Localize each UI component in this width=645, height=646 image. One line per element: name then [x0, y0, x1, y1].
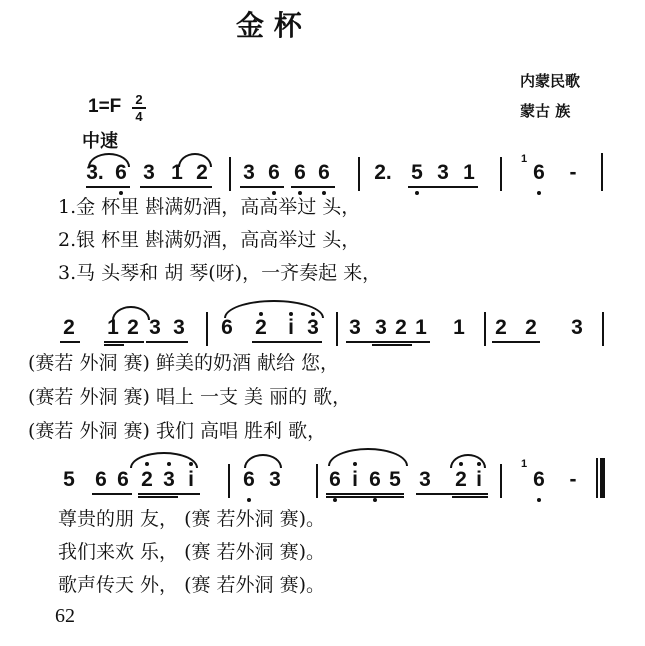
time-signature-top: 2 — [135, 92, 143, 107]
note: 1 — [453, 316, 465, 339]
lyric-line: 2.银 杯里 斟满奶酒，高高举过 头， — [58, 229, 361, 251]
beat-underline — [60, 341, 80, 343]
lower-octave-dot — [537, 498, 541, 502]
lower-octave-dot — [333, 498, 337, 502]
lyric-line: (赛若 外洞 赛) 唱上 一支 美 丽的 歌， — [28, 386, 352, 408]
note: i — [288, 316, 294, 339]
beat-underline — [92, 493, 132, 495]
note: 5 — [63, 468, 75, 491]
lyric-line: 1.金 杯里 斟满奶酒，高高举过 头， — [58, 196, 361, 218]
beat-underline — [291, 186, 335, 188]
lower-octave-dot — [537, 191, 541, 195]
note: 3. — [86, 161, 104, 184]
note: 3 — [349, 316, 361, 339]
beat-underline — [408, 186, 478, 188]
music-system-3 — [0, 448, 645, 508]
beat-underline — [86, 186, 130, 188]
bar-line — [229, 157, 231, 191]
tempo-marking: 中速 — [82, 131, 118, 152]
page-number: 62 — [55, 605, 75, 627]
upper-octave-dot — [353, 462, 357, 466]
slur — [328, 448, 408, 466]
note: 6 — [329, 468, 341, 491]
note: 6 — [95, 468, 107, 491]
note: 5 — [411, 161, 423, 184]
bar-line — [358, 157, 360, 191]
note: 2 — [127, 316, 139, 339]
note: 6 — [369, 468, 381, 491]
beat-underline — [240, 186, 284, 188]
note: 6 — [221, 316, 233, 339]
beat-underline — [104, 344, 124, 346]
note: 3 — [269, 468, 281, 491]
note: 1 — [107, 316, 119, 339]
grace-note: 1 — [521, 458, 528, 470]
note: i — [476, 468, 482, 491]
beat-underline — [416, 493, 488, 495]
note: 6 — [243, 468, 255, 491]
beat-underline — [138, 496, 178, 498]
note: 2 — [196, 161, 208, 184]
lower-octave-dot — [322, 191, 326, 195]
beat-underline — [452, 496, 488, 498]
upper-octave-dot — [459, 462, 463, 466]
bar-line — [228, 464, 230, 498]
note: 1 — [171, 161, 183, 184]
note: 3 — [571, 316, 583, 339]
note: 2 — [525, 316, 537, 339]
slur — [244, 454, 282, 468]
note: 6 — [117, 468, 129, 491]
upper-octave-dot — [145, 462, 149, 466]
upper-octave-dot — [477, 462, 481, 466]
music-system-2 — [0, 300, 645, 360]
beat-underline — [104, 341, 144, 343]
key-signature: 1=F — [88, 96, 122, 117]
lyric-line: 3.马 头琴和 胡 琴(呀)，一齐奏起 来， — [58, 262, 382, 284]
note: 3 — [307, 316, 319, 339]
lower-octave-dot — [298, 191, 302, 195]
note: 6 — [294, 161, 306, 184]
slur — [450, 454, 486, 468]
note: 2 — [141, 468, 153, 491]
note: 3 — [437, 161, 449, 184]
lyric-line: 歌声传天 外， (赛 若外洞 赛)。 — [58, 574, 325, 596]
song-title: 金 杯 — [236, 9, 302, 42]
grace-note: 1 — [521, 153, 528, 165]
beat-underline — [138, 493, 200, 495]
beat-underline — [140, 186, 212, 188]
note: 2 — [63, 316, 75, 339]
lower-octave-dot — [119, 191, 123, 195]
upper-octave-dot — [189, 462, 193, 466]
note: 6 — [115, 161, 127, 184]
final-bar-line — [600, 458, 605, 498]
note: 3 — [243, 161, 255, 184]
note: 3 — [375, 316, 387, 339]
upper-octave-dot — [289, 312, 293, 316]
bar-line — [601, 153, 603, 191]
note: 6 — [533, 468, 545, 491]
lower-octave-dot — [415, 191, 419, 195]
beat-underline — [146, 341, 188, 343]
time-signature — [132, 93, 146, 123]
note: 2 — [255, 316, 267, 339]
upper-octave-dot — [311, 312, 315, 316]
lyric-line: (赛若 外洞 赛) 鲜美的奶酒 献给 您， — [28, 352, 340, 374]
slur — [130, 452, 198, 468]
note: 1 — [463, 161, 475, 184]
beat-underline — [326, 493, 404, 495]
time-signature-bottom: 4 — [135, 108, 143, 124]
bar-line — [500, 464, 502, 498]
beat-underline — [346, 341, 430, 343]
note: 6 — [533, 161, 545, 184]
note: 2 — [395, 316, 407, 339]
note: i — [352, 468, 358, 491]
song-ethnicity: 蒙古 族 — [520, 102, 571, 120]
note: 2. — [374, 161, 392, 184]
note: - — [569, 161, 577, 184]
note: 1 — [415, 316, 427, 339]
bar-line — [316, 464, 318, 498]
beat-underline — [372, 344, 412, 346]
lower-octave-dot — [247, 498, 251, 502]
bar-line — [484, 312, 486, 346]
final-bar-line — [596, 458, 598, 498]
bar-line — [602, 312, 604, 346]
note: 6 — [318, 161, 330, 184]
upper-octave-dot — [167, 462, 171, 466]
note: 3 — [173, 316, 185, 339]
note: 2 — [455, 468, 467, 491]
beat-underline — [252, 341, 322, 343]
lyric-line: 尊贵的朋 友， (赛 若外洞 赛)。 — [58, 508, 325, 530]
bar-line — [500, 157, 502, 191]
note: 5 — [389, 468, 401, 491]
upper-octave-dot — [259, 312, 263, 316]
note: 3 — [143, 161, 155, 184]
note: - — [569, 468, 577, 491]
bar-line — [336, 312, 338, 346]
beat-underline — [326, 496, 404, 498]
note: i — [188, 468, 194, 491]
lower-octave-dot — [373, 498, 377, 502]
note: 6 — [268, 161, 280, 184]
beat-underline — [492, 341, 540, 343]
lyric-line: (赛若 外洞 赛) 我们 高唱 胜利 歌， — [28, 420, 327, 442]
note: 2 — [495, 316, 507, 339]
note: 3 — [149, 316, 161, 339]
note: 3 — [163, 468, 175, 491]
note: 3 — [419, 468, 431, 491]
lower-octave-dot — [272, 191, 276, 195]
lyric-line: 我们来欢 乐， (赛 若外洞 赛)。 — [58, 541, 325, 563]
bar-line — [206, 312, 208, 346]
song-origin: 内蒙民歌 — [520, 72, 581, 90]
